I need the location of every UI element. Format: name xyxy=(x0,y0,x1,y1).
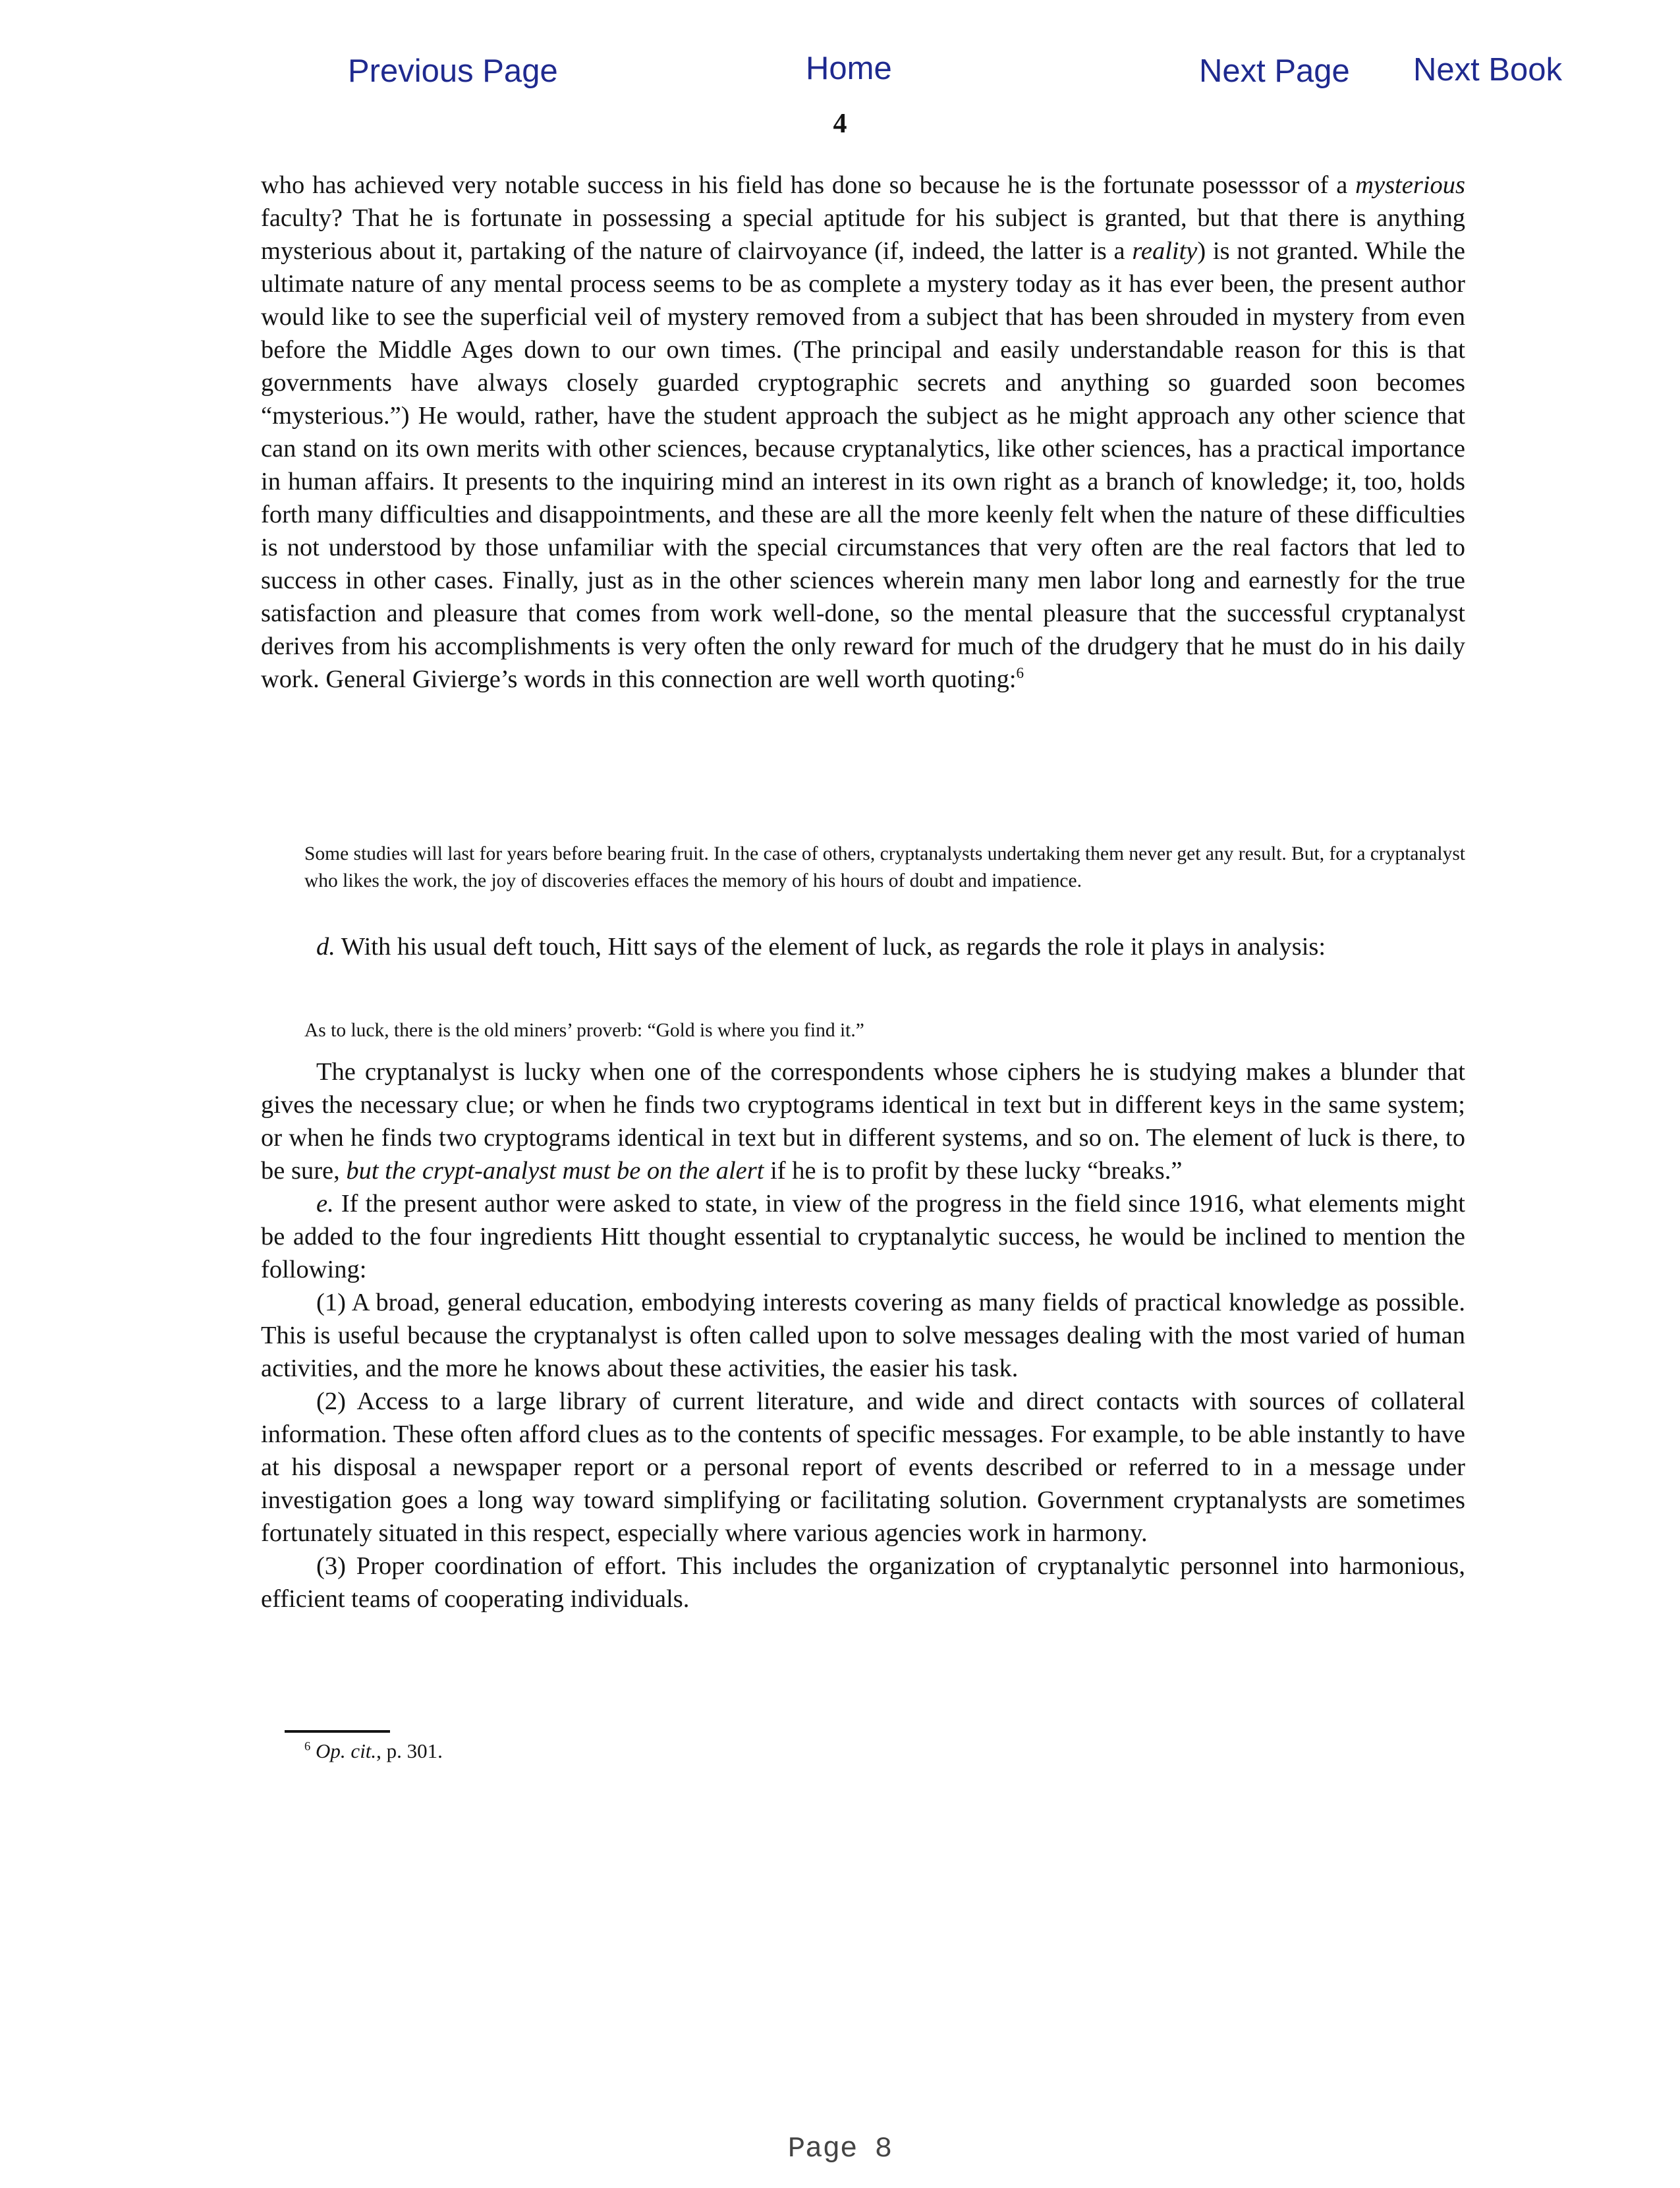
next-page-link[interactable]: Next Page xyxy=(1199,53,1350,89)
footnote: $^6$ Op. cit., p. 301. xyxy=(304,1739,443,1762)
block-quote: As to luck, there is the old miners’ proverb: “Gold is where you find it.” xyxy=(304,1020,864,1041)
footnote-ref-marker: 6 xyxy=(1016,664,1024,682)
main-text-part-2 xyxy=(261,930,1465,963)
main-text-part-3 xyxy=(261,1055,1465,1615)
paragraph-luck: The cryptanalyst is lucky when one of the correspondents whose ciphers he is studying makes a blunder that gives the necessary clue; or when he finds two cryptograms identical in text but in different keys in the same system; or when he finds two cryptograms identical in text but in different systems, and so on. The element of luck is there, to be sure, but the crypt-analyst must be on the alert if he is to profit by these lucky “breaks.” xyxy=(261,1058,1465,1185)
main-text-part-1 xyxy=(261,169,1465,696)
paragraph-item-3: (3) Proper coordination of effort. This includes the organization of cryptanalytic personnel into harmonious, efficient teams of cooperating individuals. xyxy=(261,1552,1465,1613)
paragraph-item-2: (2) Access to a large library of current literature, and wide and direct contacts with sources of collateral information. These often afford clues as to the contents of specific messages. For example, to be able instantly to have at his disposal a newspaper report or a personal report of events described or referred to in a message under investigation goes a long way toward simplifying or facilitating solution. Government cryptanalysts are sometimes fortunately situated in this respect, especially where various agencies work in harmony. xyxy=(261,1388,1465,1547)
previous-page-link[interactable]: Previous Page xyxy=(348,53,558,89)
page-footer: Page 8 xyxy=(787,2133,893,2166)
paragraph-d: d. With his usual deft touch, Hitt says of the element of luck, as regards the role it plays in analysis: xyxy=(316,933,1326,961)
paragraph-c-continued: who has achieved very notable success in his field has done so because he is the fortunate posesssor of a mysterious faculty? That he is fortunate in possessing a special aptitude for his subject is granted, but that there is anything mysterious about it, partaking of the nature of clairvoyance (if, indeed, the latter is a reality) is not granted. While the ultimate nature of any mental process seems to be as complete a mystery today as it has ever been, the present author would like to see the superficial veil of mystery removed from a subject that has been shrouded in mystery from even before the Middle Ages down to our own times. (The principal and easily understandable reason for this is that governments have always closely guarded cryptographic secrets and anything so guarded soon becomes “mysterious.”) He would, rather, have the student approach the subject as he might approach any other science that can stand on its own merits with other sciences, because cryptanalytics, like other sciences, has a practical importance in human affairs. It presents to the inquiring mind an interest in its own right as a branch of knowledge; it, too, holds forth many difficulties and disappointments, and these are all the more keenly felt when the nature of these difficulties is not understood by those unfamiliar with the special circumstances that very often are the real factors that led to success in other cases. Finally, just as in the other sciences wherein many men labor long and earnestly for the true satisfaction and pleasure that comes from work well-done, so the mental pleasure that the successful cryptanalyst derives from his accomplishments is very often the only reward for much of the drudgery that he must do in his daily work. General Givierge’s words in this connection are well worth quoting:$^6$ xyxy=(261,171,1465,693)
paragraph-e: e. If the present author were asked to state, in view of the progress in the field since 1916, what elements might be added to the four ingredients Hitt thought essential to cryptanalytic success, he would be inclined to mention the following: xyxy=(261,1190,1465,1283)
quote-givierge xyxy=(261,841,1465,895)
next-book-link[interactable]: Next Book xyxy=(1413,52,1563,88)
page-number: 4 xyxy=(833,109,847,139)
footnote-divider xyxy=(285,1730,390,1733)
paragraph-item-1: (1) A broad, general education, embodying interests covering as many fields of practical knowledge as possible. This is useful because the cryptanalyst is often called upon to solve messages dealing with the most varied of human activities, and the more he knows about these activities, the easier his task. xyxy=(261,1289,1465,1382)
quote-hitt xyxy=(261,1017,1465,1044)
block-quote: Some studies will last for years before bearing fruit. In the case of others, cryptanalysts undertaking them never get any result. But, for a cryptanalyst who likes the work, the joy of discoveries effaces the memory of his hours of doubt and impatience. xyxy=(304,843,1465,891)
home-link[interactable]: Home xyxy=(806,51,892,86)
